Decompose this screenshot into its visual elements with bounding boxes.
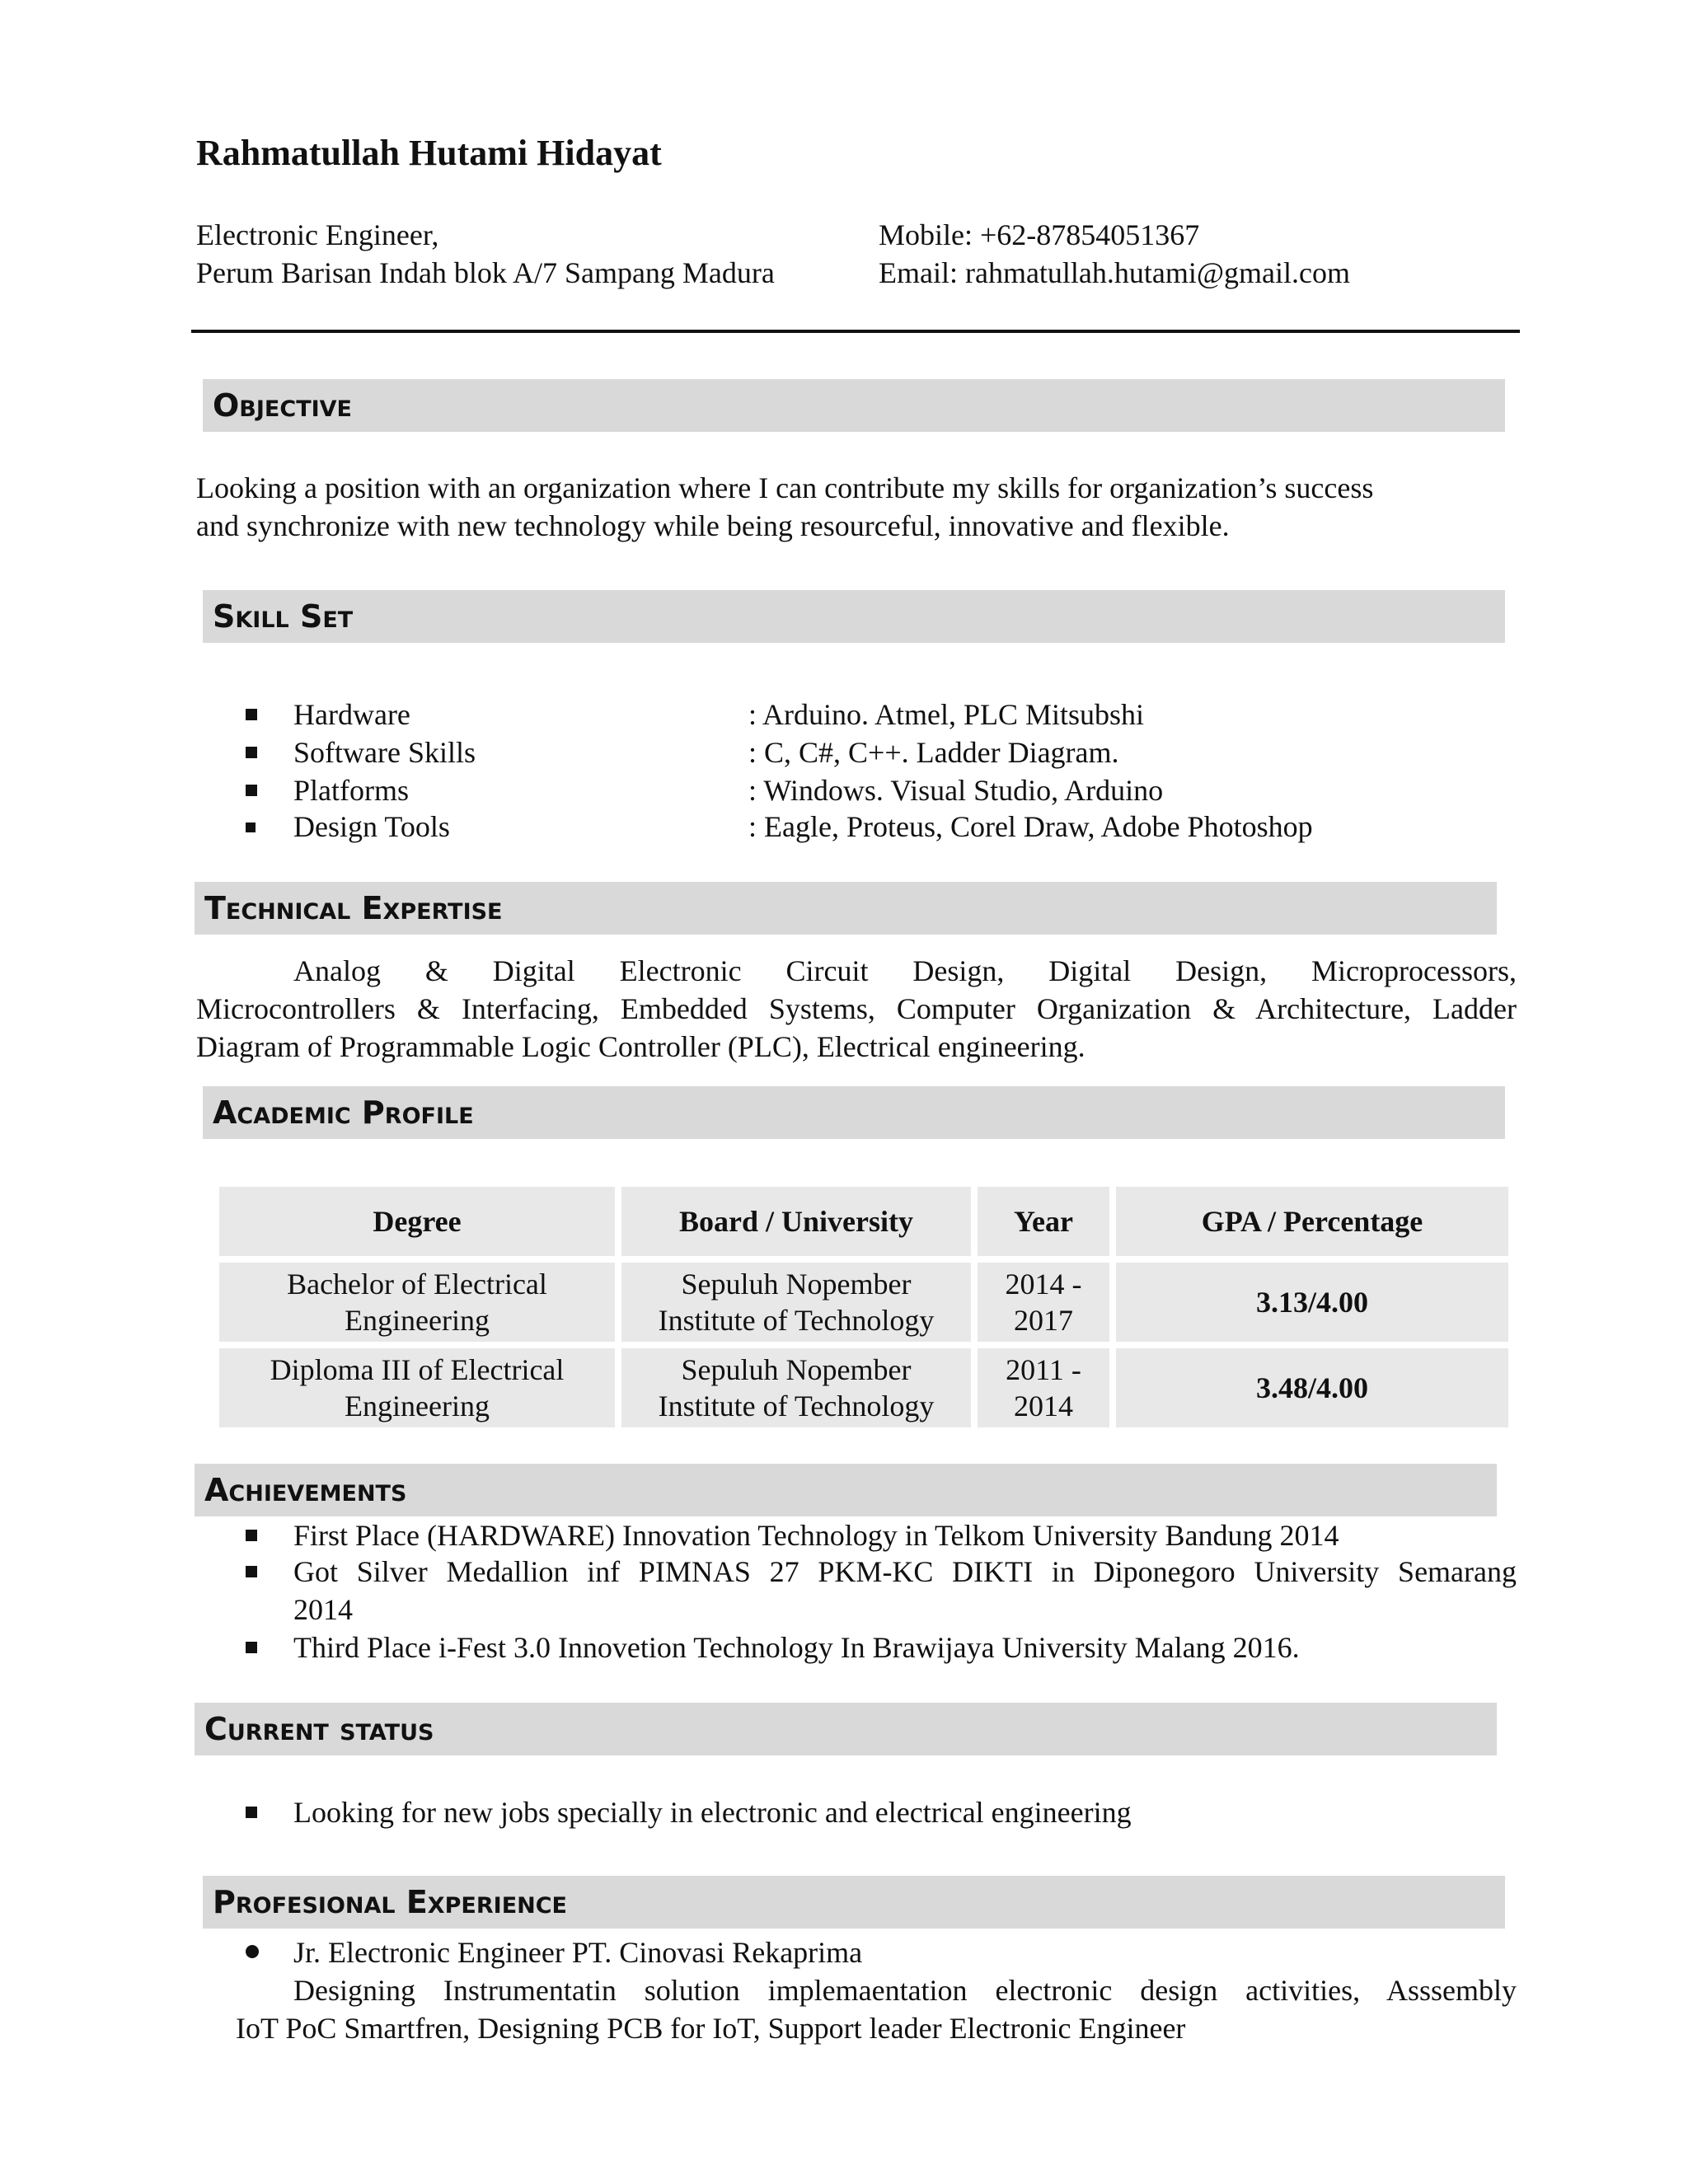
skill-value-software: : C, C#, C++. Ladder Diagram. [748, 736, 1119, 769]
address: Perum Barisan Indah blok A/7 Sampang Madura [196, 256, 775, 289]
bullet-icon [246, 1945, 259, 1958]
technical-line-2: Microcontrollers & Interfacing, Embedded Systems, Computer Organization & Architecture, Ladder [196, 992, 1517, 1025]
column-header-degree: Degree [219, 1187, 615, 1256]
year-cell: 2011 - 2014 [978, 1348, 1109, 1427]
candidate-name: Rahmatullah Hutami Hidayat [196, 133, 662, 173]
objective-heading: Objective [203, 379, 1505, 432]
degree-cell: Bachelor of Electrical Engineering [219, 1263, 615, 1342]
email-address: Email: rahmatullah.hutami@gmail.com [879, 256, 1351, 289]
technical-line-3: Diagram of Programmable Logic Controller (PLC), Electrical engineering. [196, 1030, 1085, 1063]
column-header-gpa: GPA / Percentage [1116, 1187, 1508, 1256]
technical-line-1: Analog & Digital Electronic Circuit Design, Digital Design, Microprocessors, [293, 954, 1517, 987]
gpa-cell: 3.13/4.00 [1116, 1263, 1508, 1342]
objective-line-2: and synchronize with new technology while being resourceful, innovative and flexible. [196, 509, 1230, 542]
experience-role: Jr. Electronic Engineer PT. Cinovasi Rekaprima [293, 1936, 863, 1969]
academic-table [213, 1180, 1515, 1434]
professional-experience-heading: Profesional Experience [203, 1876, 1505, 1929]
year-cell: 2014 - 2017 [978, 1263, 1109, 1342]
experience-desc-line-2: IoT PoC Smartfren, Designing PCB for IoT, Support leader Electronic Engineer [236, 2012, 1186, 2045]
table-header-row [219, 1187, 1508, 1256]
bullet-icon [246, 1530, 257, 1541]
bullet-icon [246, 747, 257, 758]
university-cell: Sepuluh Nopember Institute of Technology [621, 1348, 971, 1427]
bullet-icon [246, 1807, 257, 1818]
table-row [219, 1263, 1508, 1342]
status-item-1: Looking for new jobs specially in electronic and electrical engineering [293, 1796, 1132, 1829]
skill-value-design-tools: : Eagle, Proteus, Corel Draw, Adobe Photoshop [748, 810, 1313, 843]
achievement-item-2: Got Silver Medallion inf PIMNAS 27 PKM-KC DIKTI in Diponegoro University Semarang [293, 1555, 1517, 1588]
objective-line-1: Looking a position with an organization where I can contribute my skills for organization’s success [196, 471, 1374, 504]
skill-label-platforms: Platforms [293, 774, 409, 807]
column-header-university: Board / University [621, 1187, 971, 1256]
bullet-icon [246, 785, 257, 796]
university-cell: Sepuluh Nopember Institute of Technology [621, 1263, 971, 1342]
job-title: Electronic Engineer, [196, 218, 439, 251]
column-header-year: Year [978, 1187, 1109, 1256]
table-row [219, 1348, 1508, 1427]
achievement-item-2-cont: 2014 [293, 1593, 353, 1626]
degree-cell: Diploma III of Electrical Engineering [219, 1348, 615, 1427]
skill-value-hardware: : Arduino. Atmel, PLC Mitsubshi [748, 698, 1145, 731]
skill-set-heading: Skill Set [203, 590, 1505, 643]
gpa-cell: 3.48/4.00 [1116, 1348, 1508, 1427]
skill-value-platforms: : Windows. Visual Studio, Arduino [748, 774, 1164, 807]
skill-label-design-tools: Design Tools [293, 810, 450, 843]
header-divider [191, 330, 1520, 333]
mobile-number: Mobile: +62-87854051367 [879, 218, 1200, 251]
achievements-heading: Achievements [195, 1464, 1497, 1516]
bullet-icon [246, 1566, 257, 1577]
bullet-icon [246, 823, 256, 832]
current-status-heading: Current status [195, 1703, 1497, 1755]
bullet-icon [246, 709, 257, 720]
achievement-item-3: Third Place i-Fest 3.0 Innovetion Technology In Brawijaya University Malang 2016. [293, 1631, 1300, 1664]
bullet-icon [246, 1642, 257, 1653]
experience-desc-line-1: Designing Instrumentatin solution implemaentation electronic design activities, Asssembly [293, 1974, 1517, 2007]
academic-profile-heading: Academic Profile [203, 1086, 1505, 1139]
achievement-item-1: First Place (HARDWARE) Innovation Technology in Telkom University Bandung 2014 [293, 1519, 1339, 1552]
skill-label-hardware: Hardware [293, 698, 410, 731]
skill-label-software: Software Skills [293, 736, 476, 769]
technical-expertise-heading: Technical Expertise [195, 882, 1497, 935]
